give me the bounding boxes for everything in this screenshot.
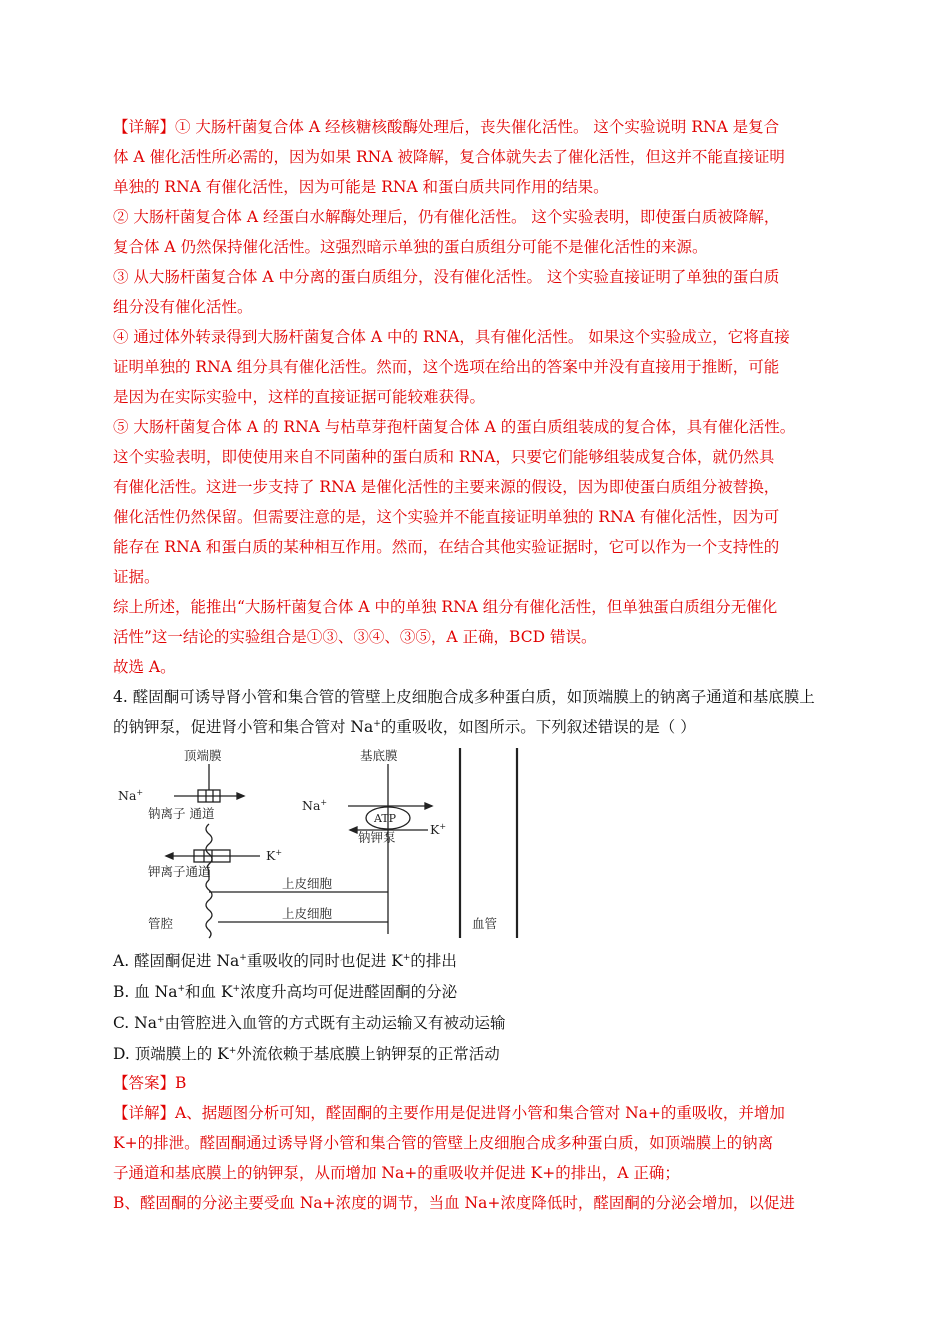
- k-channel-label: 钾离子通道: [148, 864, 211, 879]
- answer-label: 【答案】B: [113, 1074, 187, 1092]
- explanation-line: 复合体 A 仍然保持催化活性。这强烈暗示单独的蛋白质组分可能不是催化活性的来源。: [113, 238, 708, 256]
- basal-membrane-label: 基底膜: [360, 748, 398, 763]
- na-channel-label: 钠离子 通道: [148, 806, 215, 821]
- explanation-line: 催化活性仍然保留。但需要注意的是，这个实验并不能直接证明单独的 RNA 有催化活性，因为可: [113, 508, 780, 526]
- explanation-line: 证据。: [113, 568, 160, 586]
- explanation-line: 单独的 RNA 有催化活性，因为可能是 RNA 和蛋白质共同作用的结果。: [113, 178, 609, 196]
- explanation-section-1: [113, 112, 853, 682]
- pump-label: 钠钾泵: [358, 830, 396, 845]
- explanation-line: ⑤ 大肠杆菌复合体 A 的 RNA 与枯草芽孢杆菌复合体 A 的蛋白质组装成的复合体，具有催化活性。: [113, 418, 796, 436]
- explanation-line: 是因为在实际实验中，这样的直接证据可能较难获得。: [113, 388, 486, 406]
- blood-vessel-label: 血管: [472, 916, 498, 931]
- options-list: [113, 946, 853, 1070]
- k-left-label: K+: [266, 848, 283, 863]
- lumen-label: 管腔: [148, 916, 174, 931]
- explanation-line: ② 大肠杆菌复合体 A 经蛋白水解酶处理后，仍有催化活性。 这个实验表明，即使蛋白质被降解，: [113, 208, 780, 226]
- explanation-line: 活性”这一结论的实验组合是①③、③④、③⑤，A 正确，BCD 错误。: [113, 628, 597, 646]
- option-d: D. 顶端膜上的 K+外流依赖于基底膜上钠钾泵的正常活动: [113, 1045, 500, 1063]
- diagram-svg: [112, 742, 532, 942]
- explanation-line: 【详解】① 大肠杆菌复合体 A 经核糖核酸酶处理后，丧失催化活性。 这个实验说明 RNA 是复合: [113, 118, 780, 136]
- option-c: C. Na+由管腔进入血管的方式既有主动运输又有被动运输: [113, 1014, 506, 1032]
- kidney-tubule-diagram: [112, 742, 532, 942]
- epithelial-cell-label-2: 上皮细胞: [282, 906, 333, 921]
- atp-label: ATP: [374, 812, 397, 825]
- explanation-line: 故选 A。: [113, 658, 176, 676]
- answer-section: [113, 1068, 873, 1218]
- epithelial-cell-label-1: 上皮细胞: [282, 876, 333, 891]
- explanation-line: 证明单独的 RNA 组分具有催化活性。然而，这个选项在给出的答案中并没有直接用于推断，可能: [113, 358, 780, 376]
- na-left-label: Na+: [118, 788, 144, 803]
- option-b: B. 血 Na+和血 K+浓度升高均可促进醛固酮的分泌: [113, 983, 458, 1001]
- k-right-label: K+: [430, 822, 447, 837]
- explanation-line: 这个实验表明，即使使用来自不同菌种的蛋白质和 RNA，只要它们能够组装成复合体，就仍然具: [113, 448, 775, 466]
- explanation-line: K+的排泄。醛固酮通过诱导肾小管和集合管的管壁上皮细胞合成多种蛋白质，如顶端膜上的钠离: [113, 1134, 774, 1152]
- explanation-line: 子通道和基底膜上的钠钾泵，从而增加 Na+的重吸收并促进 K+的排出，A 正确；: [113, 1164, 680, 1182]
- explanation-line: ④ 通过体外转录得到大肠杆菌复合体 A 中的 RNA，具有催化活性。 如果这个实验成立，它将直接: [113, 328, 790, 346]
- question-4: [113, 682, 873, 742]
- na-right-label: Na+: [302, 798, 328, 813]
- explanation-line: B、醛固酮的分泌主要受血 Na+浓度的调节，当血 Na+浓度降低时，醛固酮的分泌会增加，以促进: [113, 1194, 795, 1212]
- explanation-line: 体 A 催化活性所必需的，因为如果 RNA 被降解，复合体就失去了催化活性，但这并不能直接证明: [113, 148, 785, 166]
- apical-membrane-label: 顶端膜: [184, 748, 222, 763]
- explanation-line: 有催化活性。这进一步支持了 RNA 是催化活性的主要来源的假设，因为即使蛋白质组分被替换，: [113, 478, 780, 496]
- question-line: 的钠钾泵，促进肾小管和集合管对 Na+的重吸收，如图所示。下列叙述错误的是（ ）: [113, 718, 696, 736]
- explanation-line: 能存在 RNA 和蛋白质的某种相互作用。然而，在结合其他实验证据时，它可以作为一个支持性的: [113, 538, 780, 556]
- explanation-line: 综上所述，能推出“大肠杆菌复合体 A 中的单独 RNA 组分有催化活性，但单独蛋白质组分无催化: [113, 598, 778, 616]
- explanation-line: 组分没有催化活性。: [113, 298, 253, 316]
- option-a: A. 醛固酮促进 Na+重吸收的同时也促进 K+的排出: [113, 952, 457, 970]
- explanation-line: ③ 从大肠杆菌复合体 A 中分离的蛋白质组分，没有催化活性。 这个实验直接证明了单独的蛋白质: [113, 268, 780, 286]
- question-line: 4. 醛固酮可诱导肾小管和集合管的管壁上皮细胞合成多种蛋白质，如顶端膜上的钠离子通道和基底膜上: [113, 688, 815, 706]
- explanation-line: 【详解】A、据题图分析可知，醛固酮的主要作用是促进肾小管和集合管对 Na+的重吸收，并增加: [113, 1104, 785, 1122]
